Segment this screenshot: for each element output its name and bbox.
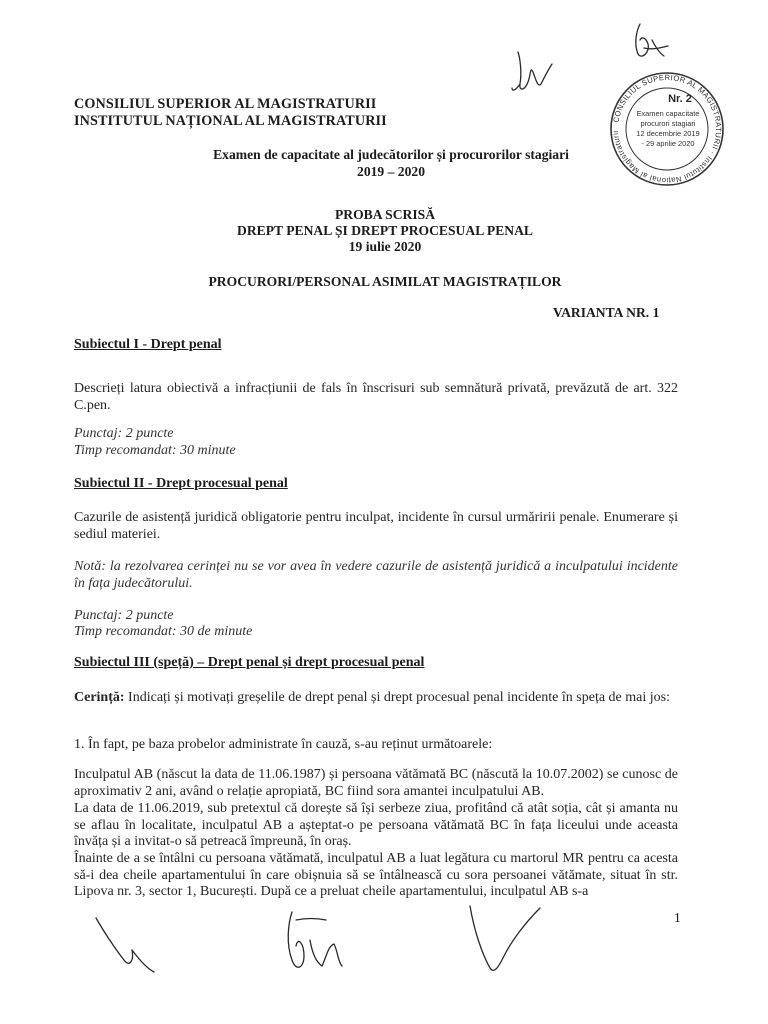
probe-date: 19 iulie 2020 <box>348 239 422 254</box>
institution-line-2: INSTITUTUL NAȚIONAL AL MAGISTRATURII <box>74 113 387 129</box>
signature-bottom-left <box>96 918 154 972</box>
subject-2-text: Cazurile de asistență juridică obligatorie pentru inculpat, incidente în cursul urmăririi penale. Enumerare și sediul materiei. <box>74 510 678 542</box>
subject-2-time: Timp recomandat: 30 de minute <box>74 624 253 639</box>
facts-intro: 1. În fapt, pe baza probelor administrate în cauză, s-au reținut următoarele: <box>74 737 493 752</box>
stamp-number: Nr. 2 <box>668 93 692 105</box>
probe-subjects: DREPT PENAL ȘI DREPT PROCESUAL PENAL <box>237 223 533 238</box>
facts-paragraph-2: La data de 11.06.2019, sub pretextul că dorește să își serbeze ziua, profitând că atât soția, cât și amanta nu se aflau în localitate, inculpatul AB a așteptat-o pe persoana vătămată BC în fața liceului unde aceasta învăța și a invitat-o să petreacă împreună, în oraș. <box>74 801 678 850</box>
stamp-line-1: Examen capacitate <box>636 109 700 118</box>
subject-1-text: Descrieți latura obiectivă a infracțiunii de fals în înscrisuri sub semnătură privată, prevăzută de art. 322 C.pen. <box>74 381 678 413</box>
subject-1-score: Punctaj: 2 puncte <box>74 426 174 441</box>
facts-paragraph-3: Înainte de a se întâlni cu persoana vătămată, inculpatul AB a luat legătura cu martorul MR pentru ca acesta să-i dea cheile apartamentului în care obișnuia să se întâlnească cu sora persoanei vătămate, situat în str. Lipova nr. 3, sector 1, București. După ce a preluat cheile apartamentului, inculpatul AB s-a <box>74 851 678 900</box>
subject-1-time: Timp recomandat: 30 minute <box>74 443 236 458</box>
page-number: 1 <box>674 910 681 925</box>
facts-paragraph-1: Inculpatul AB (născut la data de 11.06.1987) și persoana vătămată BC (născută la 10.07.2002) se cunosc de aproximativ 2 ani, având o relație apropiată, BC fiind sora amantei inculpatului AB. <box>74 767 678 799</box>
subject-1-title: Subiectul I - Drept penal <box>74 337 222 352</box>
variant-label: VARIANTA NR. 1 <box>553 305 660 320</box>
subject-2-note: Notă: la rezolvarea cerinței nu se vor avea în vedere cazurile de asistență juridică a inculpatului incidente în fața judecătorului. <box>74 559 678 591</box>
stamp-line-2: procurori stagiari <box>640 119 696 128</box>
subject-2-score: Punctaj: 2 puncte <box>74 608 174 623</box>
institution-line-1: CONSILIUL SUPERIOR AL MAGISTRATURII <box>74 96 377 112</box>
stamp-line-3: 12 decembrie 2019 <box>636 129 700 138</box>
subject-3-requirement <box>74 690 678 707</box>
signature-top-left <box>512 52 552 90</box>
exam-title: Examen de capacitate al judecătorilor și procurorilor stagiari <box>213 147 569 162</box>
signature-top-right <box>636 24 668 56</box>
candidate-category: PROCURORI/PERSONAL ASIMILAT MAGISTRAȚILOR <box>208 274 562 289</box>
subject-2-title: Subiectul II - Drept procesual penal <box>74 476 288 491</box>
exam-years: 2019 – 2020 <box>357 164 425 179</box>
stamp-ring-text: CONSILIUL SUPERIOR AL MAGISTRATURII · Institutul Național al Magistraturii <box>611 72 724 186</box>
institute-stamp <box>608 70 726 188</box>
requirement-text: Indicați și motivați greșelile de drept penal și drept procesual penal incidente în speța de mai jos: <box>124 690 670 705</box>
signature-bottom-center <box>288 912 342 967</box>
subject-3-title: Subiectul III (speță) – Drept penal și drept procesual penal <box>74 655 425 670</box>
probe-title: PROBA SCRISĂ <box>334 207 436 222</box>
requirement-label: Cerință: <box>74 690 125 705</box>
stamp-line-4: - 29 aprilie 2020 <box>641 139 695 148</box>
signature-bottom-right <box>470 906 540 970</box>
